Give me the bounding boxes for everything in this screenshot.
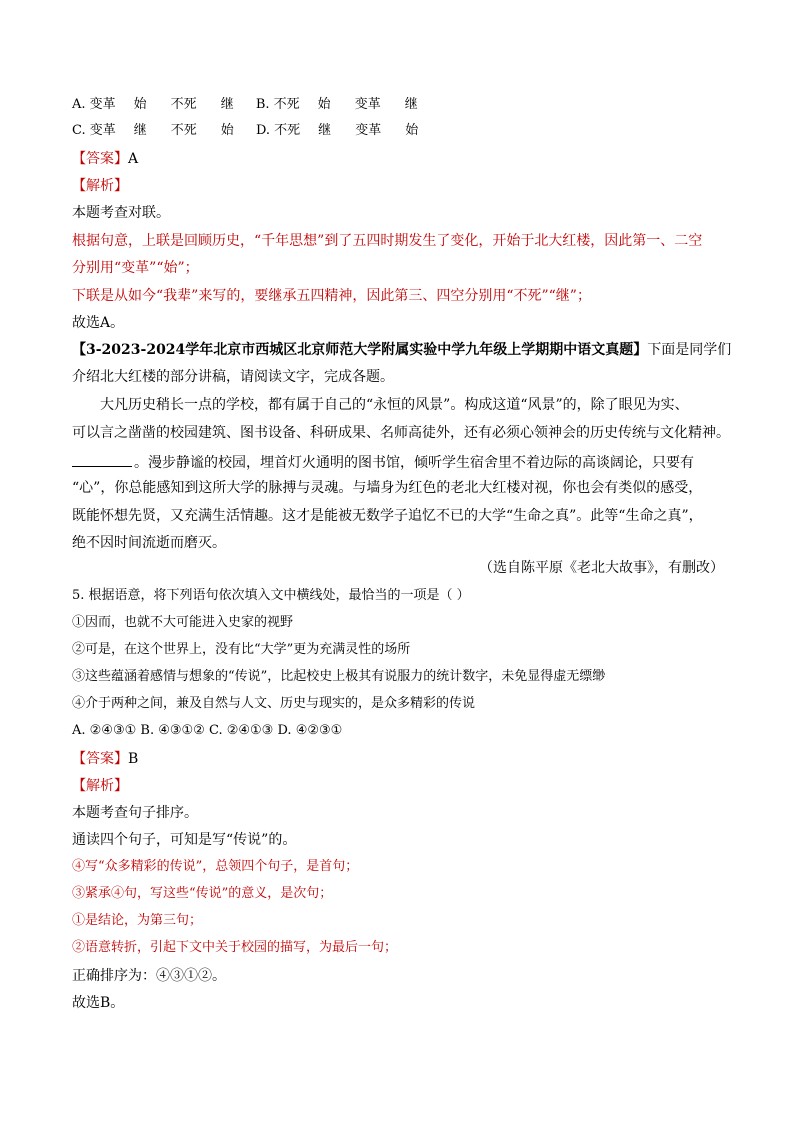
- q4-option-a-word3: 不死: [170, 97, 197, 112]
- q4-analysis-line-2: 分别用“变革”“始”；: [72, 260, 199, 276]
- q4-option-c-word3: 不死: [170, 123, 197, 138]
- q4-options-row-2: [72, 122, 418, 140]
- passage-line-5: 既能怀想先贤，又充满生活情趣。这才是能被无数学子追忆不已的大学“生命之真”。此等“生命之真”，: [72, 508, 703, 524]
- q4-option-a-word4: 继: [220, 97, 234, 112]
- q4-option-c: C. 变革: [72, 123, 116, 138]
- answer-value: B: [128, 751, 139, 767]
- passage-citation: （选自陈平原《老北大故事》，有删改）: [479, 560, 724, 576]
- q4-option-d-word2: 继: [318, 123, 332, 138]
- answer-value: A: [128, 151, 139, 167]
- answer-label: 【答案】: [72, 751, 128, 767]
- q5-analysis-label: 【解析】: [72, 778, 128, 794]
- source-tag: 【3-2023-2024学年北京市西城区北京师范大学附属实验中学九年级上学期期中语文真题】: [72, 342, 648, 358]
- q4-analysis-line-1: 根据句意，上联是回顾历史，“千年思想”到了五四时期发生了变化，开始于北大红楼，因此第一、二空: [72, 233, 703, 249]
- q5-analysis-intro: 本题考查句子排序。: [72, 805, 198, 821]
- q4-option-a-word2: 始: [133, 97, 147, 112]
- q5-analysis-line-4: ①是结论，为第三句；: [72, 913, 203, 928]
- q4-analysis-label: 【解析】: [72, 178, 128, 194]
- q4-option-a: A. 变革: [72, 97, 116, 112]
- q4-option-b: B. 不死: [255, 97, 300, 112]
- q5-options: A. ②④③① B. ④③①② C. ②④①③ D. ④②③①: [72, 723, 343, 738]
- q4-option-b-word2: 始: [317, 97, 331, 112]
- q4-option-d-word3: 变革: [355, 123, 382, 138]
- q5-answer: [72, 750, 138, 768]
- passage-line-4: “心”，你总能感知到这所大学的脉搏与灵魂。与墙身为红色的老北大红楼对视，你也会有类似的感受，: [72, 480, 703, 496]
- q4-options-row-1: [72, 96, 418, 114]
- answer-label: 【答案】: [72, 151, 128, 167]
- passage-intro-line-2: 介绍北大红楼的部分讲稿，请阅读文字，完成各题。: [72, 369, 394, 385]
- q5-sentence-1: ①因而，也就不大可能进入史家的视野: [72, 615, 294, 630]
- q4-option-d-word4: 始: [405, 123, 419, 138]
- q4-analysis-line-3: 下联是从如今“我辈”来写的，要继承五四精神，因此第三、四空分别用“不死”“继”；: [72, 288, 591, 304]
- q4-answer: [72, 150, 138, 168]
- intro-tail: 下面是同学们: [647, 342, 732, 358]
- passage-line-3: [72, 452, 694, 472]
- q5-stem: 5. 根据语意，将下列语句依次填入文中横线处，最恰当的一项是（ ）: [72, 588, 470, 603]
- passage-line-6: 绝不因时间流逝而磨灭。: [72, 535, 226, 551]
- q5-order: 正确排序为：④③①②。: [72, 968, 226, 984]
- q4-analysis-intro: 本题考查对联。: [72, 205, 170, 221]
- q5-analysis-line-5: ②语意转折，引起下文中关于校园的描写，为最后一句；: [72, 940, 398, 955]
- q5-sentence-4: ④介于两种之间，兼及自然与人文、历史与现实的，是众多精彩的传说: [72, 696, 476, 711]
- q5-conclusion: 故选B。: [72, 995, 125, 1011]
- q4-option-b-word4: 继: [404, 97, 418, 112]
- q5-analysis-line-1: 通读四个句子，可知是写“传说”的。: [72, 832, 297, 848]
- passage-line-1: 大凡历史稍长一点的学校，都有属于自己的“永恒的风景”。构成这道“风景”的，除了眼见为实、: [100, 397, 689, 413]
- passage-line-3-text: 。漫步静谧的校园，埋首灯火通明的图书馆，倾听学生宿舍里不着边际的高谈阔论，只要有: [134, 455, 694, 471]
- q4-option-c-word2: 继: [133, 123, 147, 138]
- passage-line-2: 可以言之凿凿的校园建筑、图书设备、科研成果、名师高徒外，还有必须心领神会的历史传统与文化精神。: [72, 425, 730, 441]
- passage-intro-line-1: [72, 341, 731, 359]
- fill-blank: [72, 452, 132, 467]
- q4-option-c-word4: 始: [220, 123, 234, 138]
- q4-option-b-word3: 变革: [354, 97, 381, 112]
- q4-conclusion: 故选A。: [72, 315, 125, 331]
- q5-analysis-line-3: ③紧承④句，写这些“传说”的意义，是次句；: [72, 886, 333, 901]
- q5-sentence-2: ②可是，在这个世界上，没有比“大学”更为充满灵性的场所: [72, 642, 411, 657]
- q5-analysis-line-2: ④写“众多精彩的传说”，总领四个句子，是首句；: [72, 859, 359, 874]
- q4-option-d: D. 不死: [255, 123, 301, 138]
- q5-sentence-3: ③这些蕴涵着感情与想象的“传说”，比起校史上极其有说服力的统计数字，未免显得虚无缥缈: [72, 669, 606, 684]
